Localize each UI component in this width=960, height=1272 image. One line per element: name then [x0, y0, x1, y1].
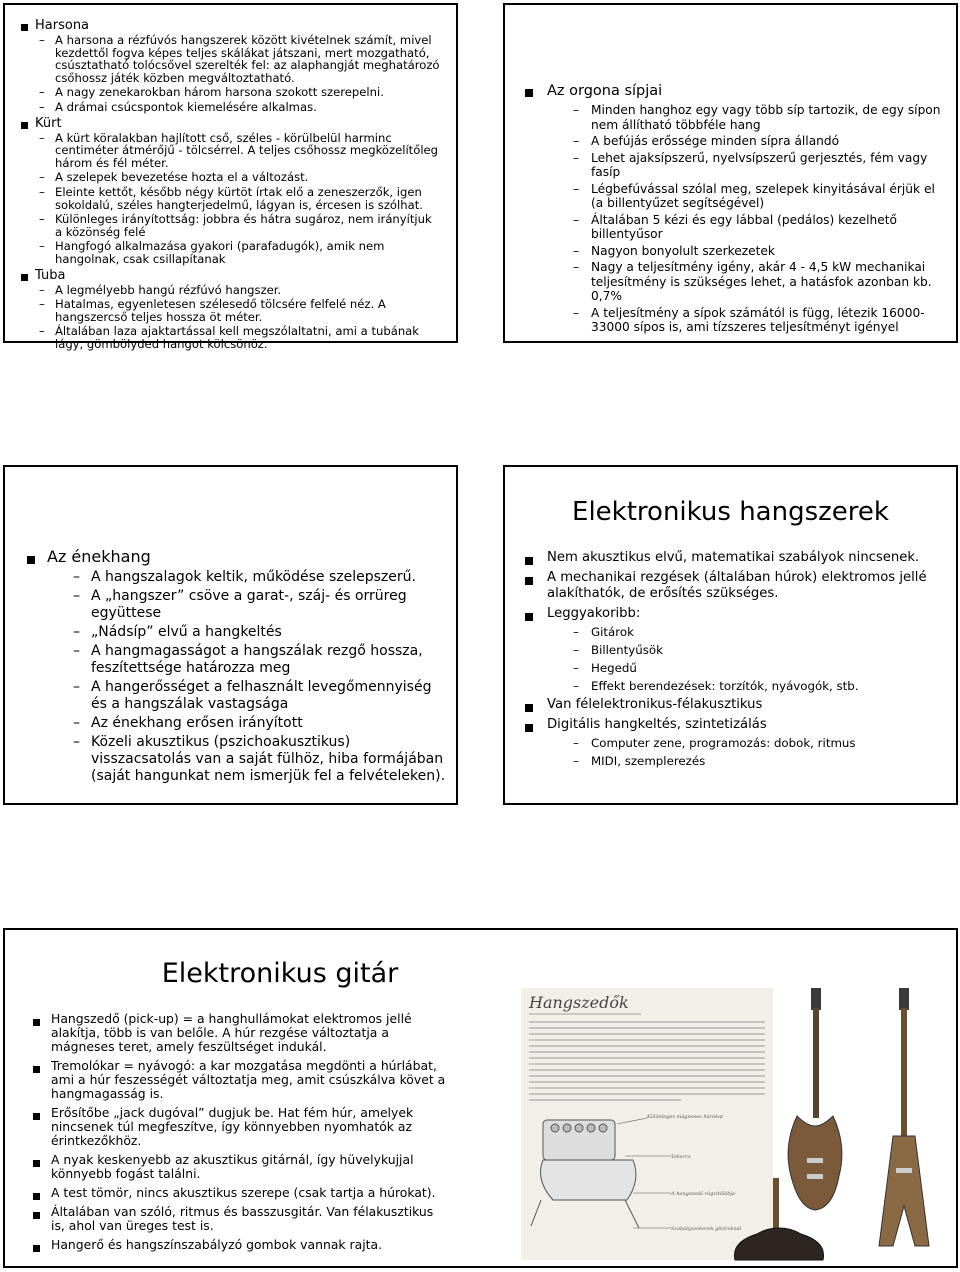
bullet-item — [521, 717, 946, 768]
dash-bullet-icon: – — [73, 588, 80, 604]
sub-bullet-item — [547, 151, 941, 180]
sub-bullet-text: Computer zene, programozás: dobok, ritmus — [591, 736, 856, 750]
sub-bullet-item — [547, 679, 946, 693]
bullet-heading: Kürt — [35, 115, 62, 131]
sub-bullet-item — [35, 171, 441, 184]
bullet-item — [31, 1012, 451, 1054]
sub-bullet-text: A legmélyebb hangú rézfúvó hangszer. — [55, 282, 282, 297]
sub-bullet-text: A teljesítmény a sípok számától is függ, létezik 16000-33000 sípos is, ami tízszeres teljesítményt igényel — [591, 305, 925, 334]
sub-bullet-item — [35, 240, 441, 265]
dash-bullet-icon: – — [39, 130, 45, 145]
dash-bullet-icon: – — [39, 184, 45, 199]
dash-bullet-icon: – — [573, 754, 579, 768]
dash-bullet-icon: – — [573, 643, 579, 657]
square-bullet-icon — [525, 554, 533, 570]
dash-bullet-icon: – — [73, 643, 80, 659]
sub-bullet-text: A befújás erőssége minden sípra állandó — [591, 134, 840, 148]
sub-bullet-text: Eleinte kettőt, később négy kürtöt írtak elő a zeneszerzők, igen sokoldalú, széles hangterjedelmű, lágyan is, ércesen is szólhat. — [55, 184, 423, 212]
sub-bullet-text: Légbefúvással szólal meg, szelepek kinyitásával érjük el (a billentyűzet segítségével) — [591, 181, 935, 210]
sub-bullet-item — [547, 625, 946, 639]
bullet-item — [521, 697, 946, 713]
square-bullet-icon — [33, 1241, 40, 1255]
bullet-text: Hangerő és hangszínszabályzó gombok vannak rajta. — [51, 1237, 383, 1252]
slide-content — [521, 550, 946, 772]
bullet-item — [521, 570, 946, 602]
sub-bullet-item — [47, 588, 448, 622]
guitar-illustration — [521, 988, 939, 1260]
sub-bullet-item — [547, 643, 946, 657]
sub-bullet-item — [47, 715, 448, 732]
bullet-text: Tremolókar = nyávogó: a kar mozgatása megdönti a húrlábat, ami a húr feszességét változtatja meg, amit csúszkálva követ a hangmagasság is. — [51, 1058, 446, 1101]
sub-bullet-item — [35, 34, 441, 84]
sub-bullet-text: Gitárok — [591, 625, 634, 639]
sub-bullet-item — [547, 103, 941, 132]
bullet-text: Digitális hangkeltés, szintetizálás — [547, 717, 767, 732]
bullet-heading: Tuba — [35, 267, 66, 283]
dash-bullet-icon: – — [573, 181, 580, 196]
square-bullet-icon — [33, 1015, 40, 1029]
sub-list — [35, 284, 441, 351]
bullet-item — [31, 1153, 451, 1181]
dash-bullet-icon: – — [573, 661, 579, 675]
dash-bullet-icon: – — [39, 297, 45, 312]
sub-bullet-text: Különleges irányítottság: jobbra és hátra sugároz, nem irányítjuk a közönség felé — [55, 212, 432, 239]
dash-bullet-icon: – — [73, 679, 80, 695]
bullet-item — [521, 606, 946, 693]
sub-bullet-item — [35, 284, 441, 297]
dash-bullet-icon: – — [573, 260, 580, 274]
dash-bullet-icon: – — [39, 99, 45, 114]
sub-bullet-item — [547, 213, 941, 242]
flying-v-guitar — [879, 988, 929, 1246]
sub-bullet-text: A kürt köralakban hajlított cső, széles - körülbelül harminc centiméter átmérőjű - tölcsérrel. A teljes csőhossz megközelítőleg három és fél méter. — [55, 130, 439, 170]
square-bullet-icon — [33, 1208, 40, 1222]
dash-bullet-icon: – — [39, 170, 45, 185]
square-bullet-icon — [525, 574, 533, 590]
bullet-item — [21, 19, 441, 114]
square-bullet-icon — [525, 701, 533, 717]
square-bullet-icon — [525, 610, 533, 626]
dash-bullet-icon: – — [573, 625, 579, 639]
sub-bullet-text: Lehet ajaksípszerű, nyelvsípszerű gerjesztés, fém vagy fasíp — [591, 150, 928, 179]
bullet-text: A nyak keskenyebb az akusztikus gitárnál, így hüvelykujjal könnyebb fogást találni. — [51, 1152, 414, 1181]
dash-bullet-icon: – — [39, 239, 45, 254]
dash-bullet-icon: – — [573, 679, 579, 693]
bullet-heading: Harsona — [35, 18, 90, 33]
dash-bullet-icon: – — [39, 85, 45, 100]
bullet-text: Leggyakoribb: — [547, 606, 641, 621]
sub-bullet-item — [47, 624, 448, 641]
slide-title: Elektronikus hangszerek — [572, 497, 889, 527]
bullet-text: Van félelektronikus-félakusztikus — [547, 697, 763, 712]
bullet-text: Általában van szóló, ritmus és basszusgitár. Van félakusztikus is, ahol van üreges test is. — [51, 1204, 434, 1233]
dash-bullet-icon: – — [573, 212, 580, 227]
sub-list — [547, 103, 941, 335]
sub-bullet-text: MIDI, szemplerezés — [591, 754, 706, 768]
dash-bullet-icon: – — [573, 305, 580, 320]
square-bullet-icon — [21, 21, 28, 34]
slide-electric-guitar — [3, 928, 958, 1268]
slide-title: Elektronikus gitár — [161, 958, 399, 989]
sub-list — [35, 34, 441, 114]
bullet-item — [31, 1186, 451, 1200]
square-bullet-icon — [525, 721, 533, 737]
callout-label: Különleges mágneses húrokat — [647, 1114, 724, 1120]
dash-bullet-icon: – — [73, 715, 80, 731]
sub-bullet-text: Közeli akusztikus (pszichoakusztikus) visszacsatolás van a saját fülhöz, hiba formájában (saját hangunkat nem ismerjük fel a felvételeken). — [91, 734, 446, 784]
sub-bullet-text: Nagyon bonyolult szerkezetek — [591, 243, 775, 258]
slide-content — [23, 547, 448, 787]
slide-organ — [503, 3, 958, 343]
dash-bullet-icon: – — [573, 243, 580, 258]
square-bullet-icon — [27, 552, 35, 569]
callout-label: A hangszedő rögzítőlábja — [671, 1191, 735, 1197]
bullet-item — [31, 1238, 451, 1252]
bullet-item — [31, 1059, 451, 1101]
bullet-list — [21, 19, 441, 350]
bullet-list — [521, 550, 946, 768]
sub-bullet-item — [35, 86, 441, 99]
sub-bullet-text: A hangszalagok keltik, működése szelepszerű. — [91, 569, 416, 585]
sub-bullet-item — [547, 754, 946, 768]
square-bullet-icon — [21, 271, 28, 284]
sub-bullet-item — [47, 643, 448, 677]
sub-bullet-text: Effekt berendezések: torzítók, nyávogók, stb. — [591, 679, 859, 693]
square-bullet-icon — [33, 1109, 40, 1123]
bullet-list — [521, 83, 941, 335]
square-bullet-icon — [21, 119, 28, 132]
dash-bullet-icon: – — [39, 282, 45, 297]
sub-bullet-item — [35, 101, 441, 114]
sub-bullet-text: Billentyűsök — [591, 643, 663, 657]
solid-body-guitar — [788, 988, 842, 1210]
sub-bullet-item — [35, 325, 441, 350]
bullet-list — [31, 1012, 451, 1252]
sub-bullet-item — [547, 244, 941, 259]
pickups-and-guitars-image — [521, 988, 939, 1260]
sub-bullet-text: „Nádsíp” elvű a hangkeltés — [91, 624, 282, 640]
image-heading: Hangszedők — [529, 993, 629, 1012]
sub-list — [35, 132, 441, 266]
sub-bullet-item — [35, 132, 441, 170]
sub-bullet-item — [35, 213, 441, 238]
sub-bullet-text: A harsona a rézfúvós hangszerek között kivételnek számít, mivel kezdettől fogva képes teljes skálákat játszani, mert mozgatható, csúsztatható tolócsővel szerelték fel: az alaphangját meghatározó csőhossz játék közben megváltoztatható. — [55, 33, 440, 85]
callout-label: Tekercs — [671, 1154, 691, 1160]
sub-bullet-item — [47, 734, 448, 785]
bullet-text: A mechanikai rezgések (általában húrok) elektromos jellé alakíthatók, de erősítés szükséges. — [547, 570, 927, 601]
bullet-text: Erősítőbe „jack dugóval” dugjuk be. Hat fém húr, amelyek nincsenek túl megfeszítve, így könnyebben nyomhatók az érintkezőkhöz. — [51, 1105, 414, 1148]
dash-bullet-icon: – — [39, 212, 45, 227]
dash-bullet-icon: – — [73, 569, 80, 585]
slide-content — [521, 83, 941, 337]
sub-bullet-text: Minden hanghoz egy vagy több síp tartozik, de egy sípon nem állítható többféle hang — [591, 103, 941, 132]
bullet-heading: Az énekhang — [47, 547, 151, 566]
dash-bullet-icon: – — [573, 150, 580, 165]
square-bullet-icon — [525, 86, 533, 101]
sub-bullet-item — [547, 661, 946, 675]
sub-bullet-text: A hangmagasságot a hangszálak rezgő hossza, feszítettsége határozza meg — [91, 643, 423, 676]
sub-bullet-item — [547, 134, 941, 149]
sub-bullet-text: A szelepek bevezetése hozta el a változást. — [55, 170, 309, 185]
slide-content — [31, 1012, 451, 1257]
sub-list — [47, 569, 448, 785]
dash-bullet-icon: – — [573, 134, 580, 148]
sub-bullet-text: Hangfogó alkalmazása gyakori (parafadugók), amik nem hangolnak, csak csillapítanak — [55, 239, 385, 266]
square-bullet-icon — [33, 1189, 40, 1203]
sub-bullet-item — [47, 569, 448, 586]
sub-bullet-item — [547, 306, 941, 335]
bullet-heading: Az orgona sípjai — [547, 83, 663, 99]
square-bullet-icon — [33, 1156, 40, 1170]
bullet-item — [31, 1106, 451, 1148]
bullet-item — [21, 117, 441, 266]
bullet-item — [23, 547, 448, 785]
bullet-list — [23, 547, 448, 785]
sub-bullet-text: A „hangszer” csöve a garat-, száj- és orrüreg együttese — [91, 588, 407, 621]
square-bullet-icon — [33, 1062, 40, 1076]
sub-bullet-text: Az énekhang erősen irányított — [91, 715, 303, 731]
bullet-text: Hangszedő (pick-up) = a hanghullámokat elektromos jellé alakítja, több is van belőle. A húr rezgése változtatja a mágneses teret, amely feszültséget indukál. — [51, 1011, 412, 1054]
sub-bullet-item — [547, 260, 941, 304]
sub-bullet-text: Hatalmas, egyenletesen szélesedő tölcsére felfelé néz. A hangszercső teljes hossza öt méter. — [55, 297, 386, 324]
bullet-item — [31, 1205, 451, 1233]
slide-voice — [3, 465, 458, 805]
sub-bullet-item — [547, 736, 946, 750]
sub-bullet-item — [47, 679, 448, 713]
dash-bullet-icon: – — [39, 33, 45, 47]
sub-bullet-item — [35, 186, 441, 211]
dash-bullet-icon: – — [73, 734, 80, 750]
sub-bullet-item — [547, 182, 941, 211]
bullet-text: Nem akusztikus elvű, matematikai szabályok nincsenek. — [547, 550, 920, 565]
callout-label: Szabályozókerek gitároknál — [671, 1226, 742, 1232]
sub-bullet-item — [35, 298, 441, 323]
sub-bullet-text: Nagy a teljesítmény igény, akár 4 - 4,5 kW mechanikai teljesítmény is szükséges lehet, a hatásfok azonban kb. 0,7% — [591, 260, 932, 303]
sub-bullet-text: A nagy zenekarokban három harsona szokott szerepelni. — [55, 85, 384, 100]
sub-list — [547, 736, 946, 768]
dash-bullet-icon: – — [573, 103, 580, 117]
dash-bullet-icon: – — [73, 624, 80, 640]
sub-list — [547, 625, 946, 693]
slide-electronic-instruments — [503, 465, 958, 805]
sub-bullet-text: Általában laza ajaktartással kell megszólaltatni, ami a tubának lágy, gömbölyded hangot kölcsönöz. — [55, 324, 419, 351]
bullet-text: A test tömör, nincs akusztikus szerepe (csak tartja a húrokat). — [51, 1185, 436, 1200]
slide-content — [21, 19, 441, 353]
dash-bullet-icon: – — [39, 324, 45, 339]
bullet-item — [21, 269, 441, 351]
sub-bullet-text: Hegedű — [591, 661, 637, 675]
sub-bullet-text: Általában 5 kézi és egy lábbal (pedálos) kezelhető billentyűsor — [591, 212, 898, 241]
bullet-item — [521, 83, 941, 335]
sub-bullet-text: A drámai csúcspontok kiemelésére alkalmas. — [55, 99, 317, 114]
bullet-item — [521, 550, 946, 566]
dash-bullet-icon: – — [573, 736, 579, 750]
slide-brass — [3, 3, 458, 351]
sub-bullet-text: A hangerősséget a felhasznált levegőmennyiség és a hangszálak vastagsága — [91, 679, 432, 712]
